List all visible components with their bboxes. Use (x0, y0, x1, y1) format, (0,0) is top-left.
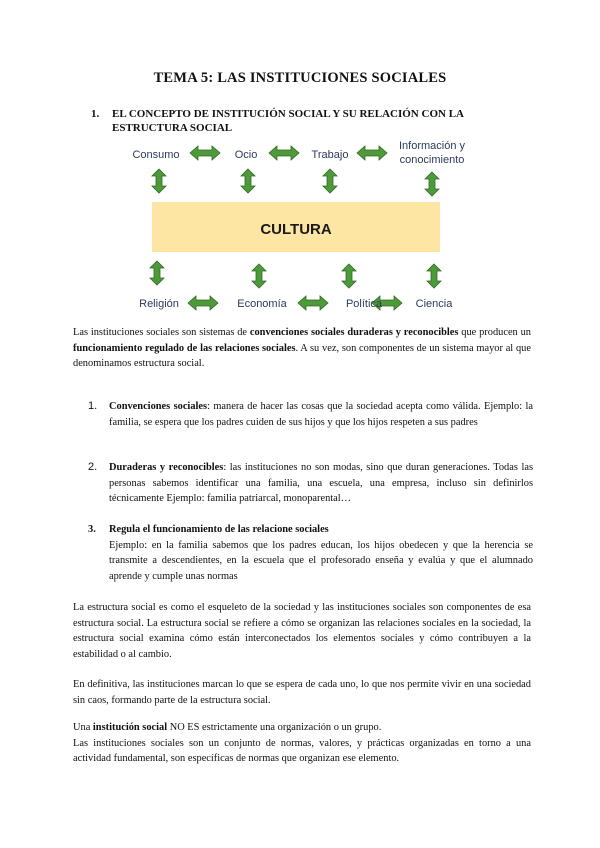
arrow-religion-cultura (150, 261, 164, 285)
arrow-consumo-cultura (152, 169, 166, 193)
cultura-label: CULTURA (260, 221, 332, 238)
arrow-informacion-cultura (425, 172, 439, 196)
section-number: 1. (91, 108, 100, 120)
list-item-2: 2. Duraderas y reconocibles: las instituciones no son modas, sino que duran generaciones. Todas las personas sabemos identificar una familia, una escuela, una empresa, incluso sin definirlos técnicamente Ejemplo: familia patriarcal, monoparental… (88, 461, 534, 505)
arrow-ciencia-cultura (427, 264, 441, 288)
label-trabajo: Trabajo (311, 149, 349, 161)
structure-paragraph: La estructura social es como el esqueleto de la sociedad y las instituciones sociales son componentes de esa estructura social. La estructura social se refiere a cómo se organizan las relaciones sociales en la sociedad, la estructura social examina cómo están interconectados los elementos sociales y cómo contribuyen a la estabilidad o al cambio. (73, 602, 531, 660)
arrow-trabajo-informacion (357, 146, 387, 160)
arrow-ocio-cultura (241, 169, 255, 193)
arrow-trabajo-cultura (323, 169, 337, 193)
arrow-economia-cultura (252, 264, 266, 288)
culture-diagram (0, 130, 600, 320)
arrow-religion-economia (188, 296, 218, 310)
label-politica: Política (345, 298, 383, 310)
intro-paragraph: Las instituciones sociales son sistemas de convenciones sociales duraderas y reconocibles que producen un funcionamiento regulado de las relaciones sociales. A su vez, son componentes de un sistema mayor al que denominamos estructura social. (73, 327, 531, 370)
label-ciencia: Ciencia (415, 298, 453, 310)
arrow-ocio-trabajo (269, 146, 299, 160)
label-consumo: Consumo (132, 149, 180, 161)
definitiva-paragraph: En definitiva, las instituciones marcan lo que se espera de cada uno, lo que nos permite vivir en una sociedad sin caos, formando parte de la estructura social. (73, 679, 531, 706)
arrow-economia-politica (298, 296, 328, 310)
label-ocio: Ocio (234, 149, 258, 161)
final-paragraph: Una institución social NO ES estrictamente una organización o un grupo. Las instituciones sociales son un conjunto de normas, valores, y prácticas organizadas en torno a una actividad fundamental, son específicas de normas que organizan ese elemento. (73, 722, 531, 765)
list-item-3: 3. Regula el funcionamiento de las relacione sociales Ejemplo: en la familia sabemos que los padres educan, los hijos obedecen y que la herencia se transmite a descendientes, en la escuela que el profesorado enseña y evalúa y que el alumnado aprende y cumple unas normas (88, 524, 533, 582)
label-economia: Economía (237, 298, 287, 310)
arrow-politica-cultura (342, 264, 356, 288)
arrow-consumo-ocio (190, 146, 220, 160)
label-conocimiento: conocimiento (399, 154, 465, 166)
list-item-1: 1. Convenciones sociales: manera de hacer las cosas que la sociedad acepta como válida. Ejemplo: la familia, se espera que los padres cuiden de sus hijos y que los hijos respeten a sus padres (88, 400, 533, 428)
label-religion: Religión (139, 298, 179, 310)
page-title: TEMA 5: LAS INSTITUCIONES SOCIALES (153, 70, 447, 86)
label-informacion: Información y (398, 140, 466, 152)
section-title: EL CONCEPTO DE INSTITUCIÓN SOCIAL Y SU RELACIÓN CON LA ESTRUCTURA SOCIAL (112, 108, 464, 134)
